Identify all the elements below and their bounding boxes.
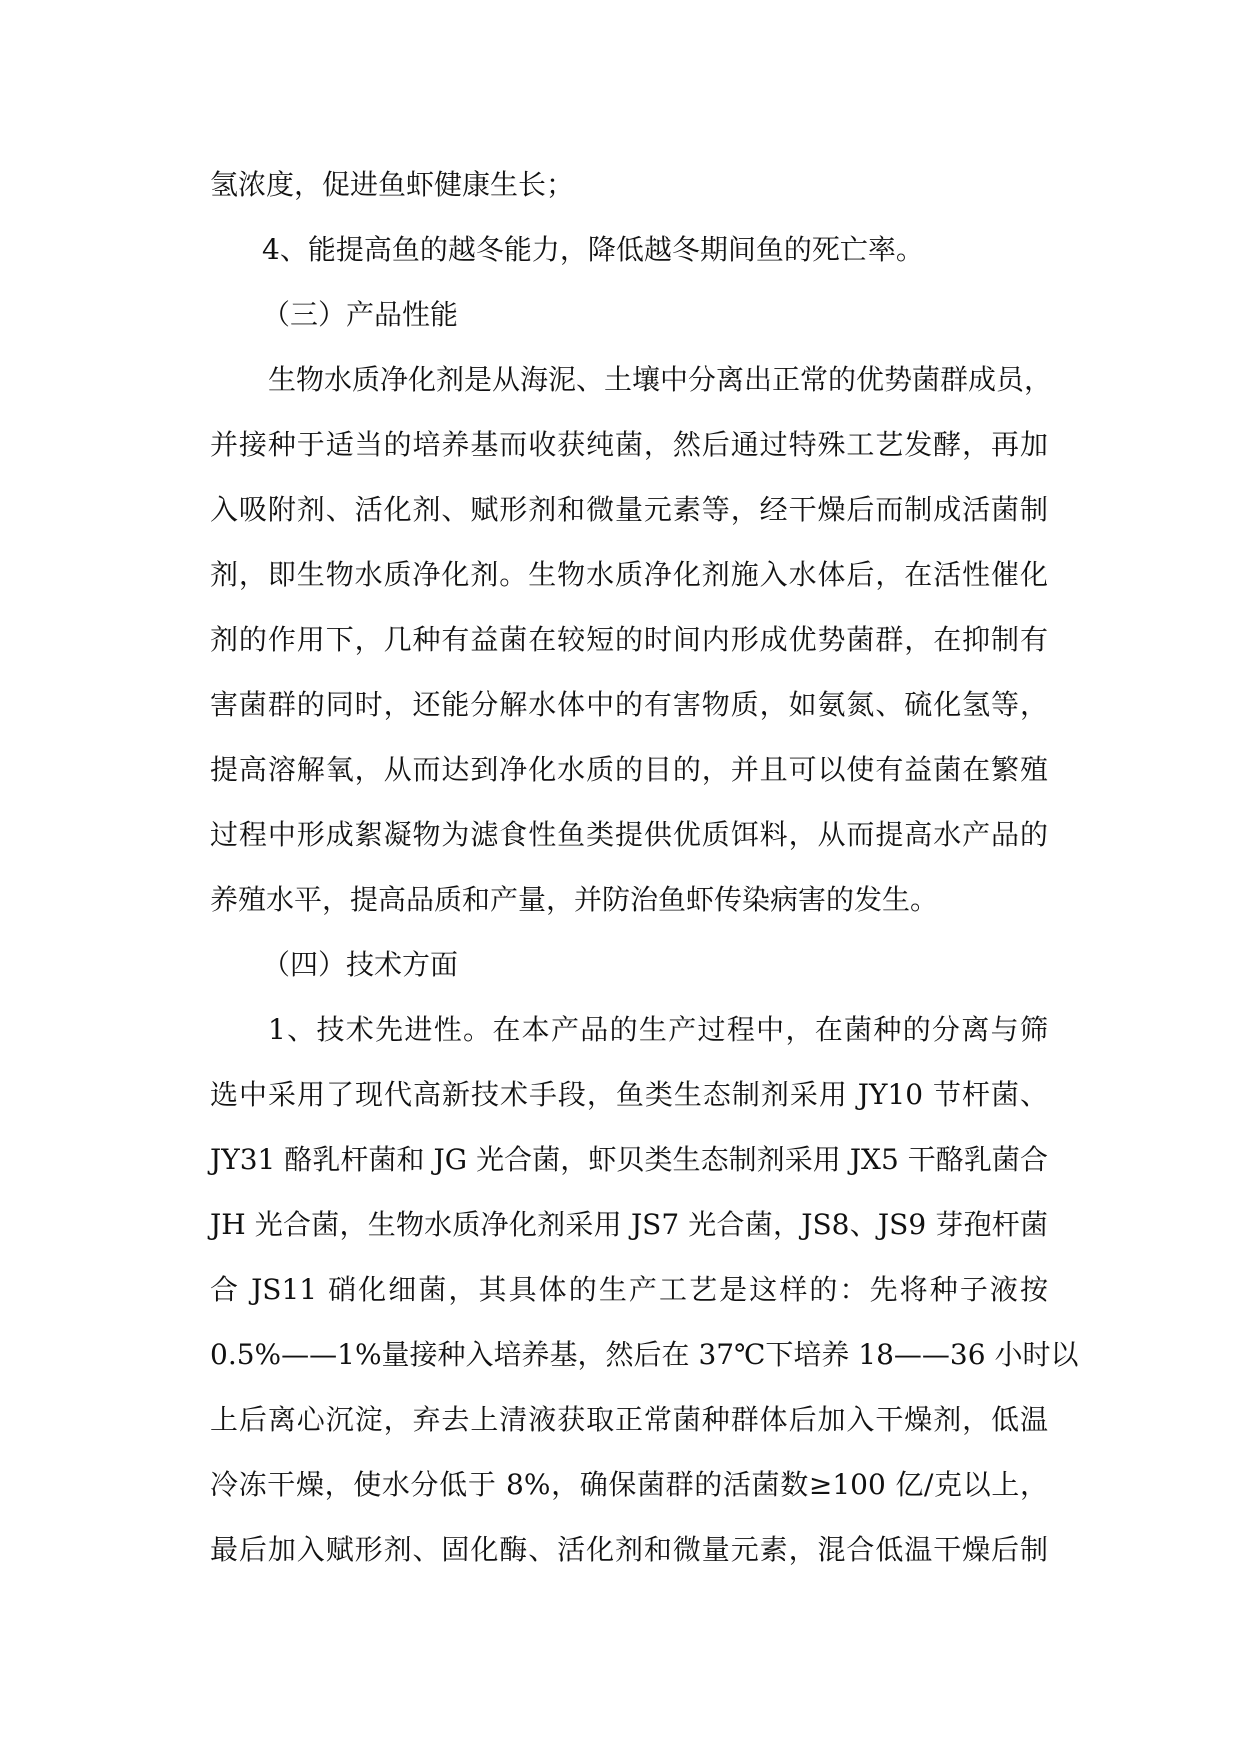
paragraph-line: 并接种于适当的培养基而收获纯菌，然后通过特殊工艺发酵，再加 xyxy=(210,428,1048,461)
paragraph-line: 入吸附剂、活化剂、赋形剂和微量元素等，经干燥后而制成活菌制 xyxy=(210,493,1048,526)
document-body xyxy=(210,152,1079,1582)
paragraph-line: 0.5%——1%量接种入培养基，然后在 37℃下培养 18——36 小时以 xyxy=(210,1338,1079,1371)
paragraph-line: 养殖水平，提高品质和产量，并防治鱼虾传染病害的发生。 xyxy=(210,883,939,916)
paragraph-line: 选中采用了现代高新技术手段，鱼类生态制剂采用 JY10 节杆菌、 xyxy=(210,1078,1048,1111)
paragraph-line: 过程中形成絮凝物为滤食性鱼类提供优质饵料，从而提高水产品的 xyxy=(210,818,1048,851)
paragraph-line: JH 光合菌，生物水质净化剂采用 JS7 光合菌，JS8、JS9 芽孢杆菌 xyxy=(210,1208,1048,1241)
paragraph-line: 剂，即生物水质净化剂。生物水质净化剂施入水体后，在活性催化 xyxy=(210,558,1048,591)
paragraph-line: JY31 酪乳杆菌和 JG 光合菌，虾贝类生态制剂采用 JX5 干酪乳菌合 xyxy=(210,1143,1048,1176)
paragraph-line: 合 JS11 硝化细菌，其具体的生产工艺是这样的：先将种子液按 xyxy=(210,1273,1048,1306)
paragraph-line: 提高溶解氧，从而达到净化水质的目的，并且可以使有益菌在繁殖 xyxy=(210,753,1048,786)
section-heading: （四）技术方面 xyxy=(262,948,459,981)
paragraph-line: 生物水质净化剂是从海泥、土壤中分离出正常的优势菌群成员， xyxy=(268,363,1053,396)
paragraph-line: 害菌群的同时，还能分解水体中的有害物质，如氨氮、硫化氢等， xyxy=(210,688,1048,721)
paragraph-line: 最后加入赋形剂、固化酶、活化剂和微量元素，混合低温干燥后制 xyxy=(210,1533,1048,1566)
paragraph-line: 上后离心沉淀，弃去上清液获取正常菌种群体后加入干燥剂，低温 xyxy=(210,1403,1048,1436)
paragraph-line: 剂的作用下，几种有益菌在较短的时间内形成优势菌群，在抑制有 xyxy=(210,623,1048,656)
section-heading: （三）产品性能 xyxy=(262,298,459,331)
paragraph-line: 冷冻干燥，使水分低于 8%，确保菌群的活菌数≥100 亿/克以上， xyxy=(210,1468,1048,1501)
paragraph-line: 1、技术先进性。在本产品的生产过程中，在菌种的分离与筛 xyxy=(268,1013,1048,1046)
text-line: 氢浓度，促进鱼虾健康生长； xyxy=(210,168,575,201)
list-item-text: 4、能提高鱼的越冬能力，降低越冬期间鱼的死亡率。 xyxy=(262,233,924,266)
